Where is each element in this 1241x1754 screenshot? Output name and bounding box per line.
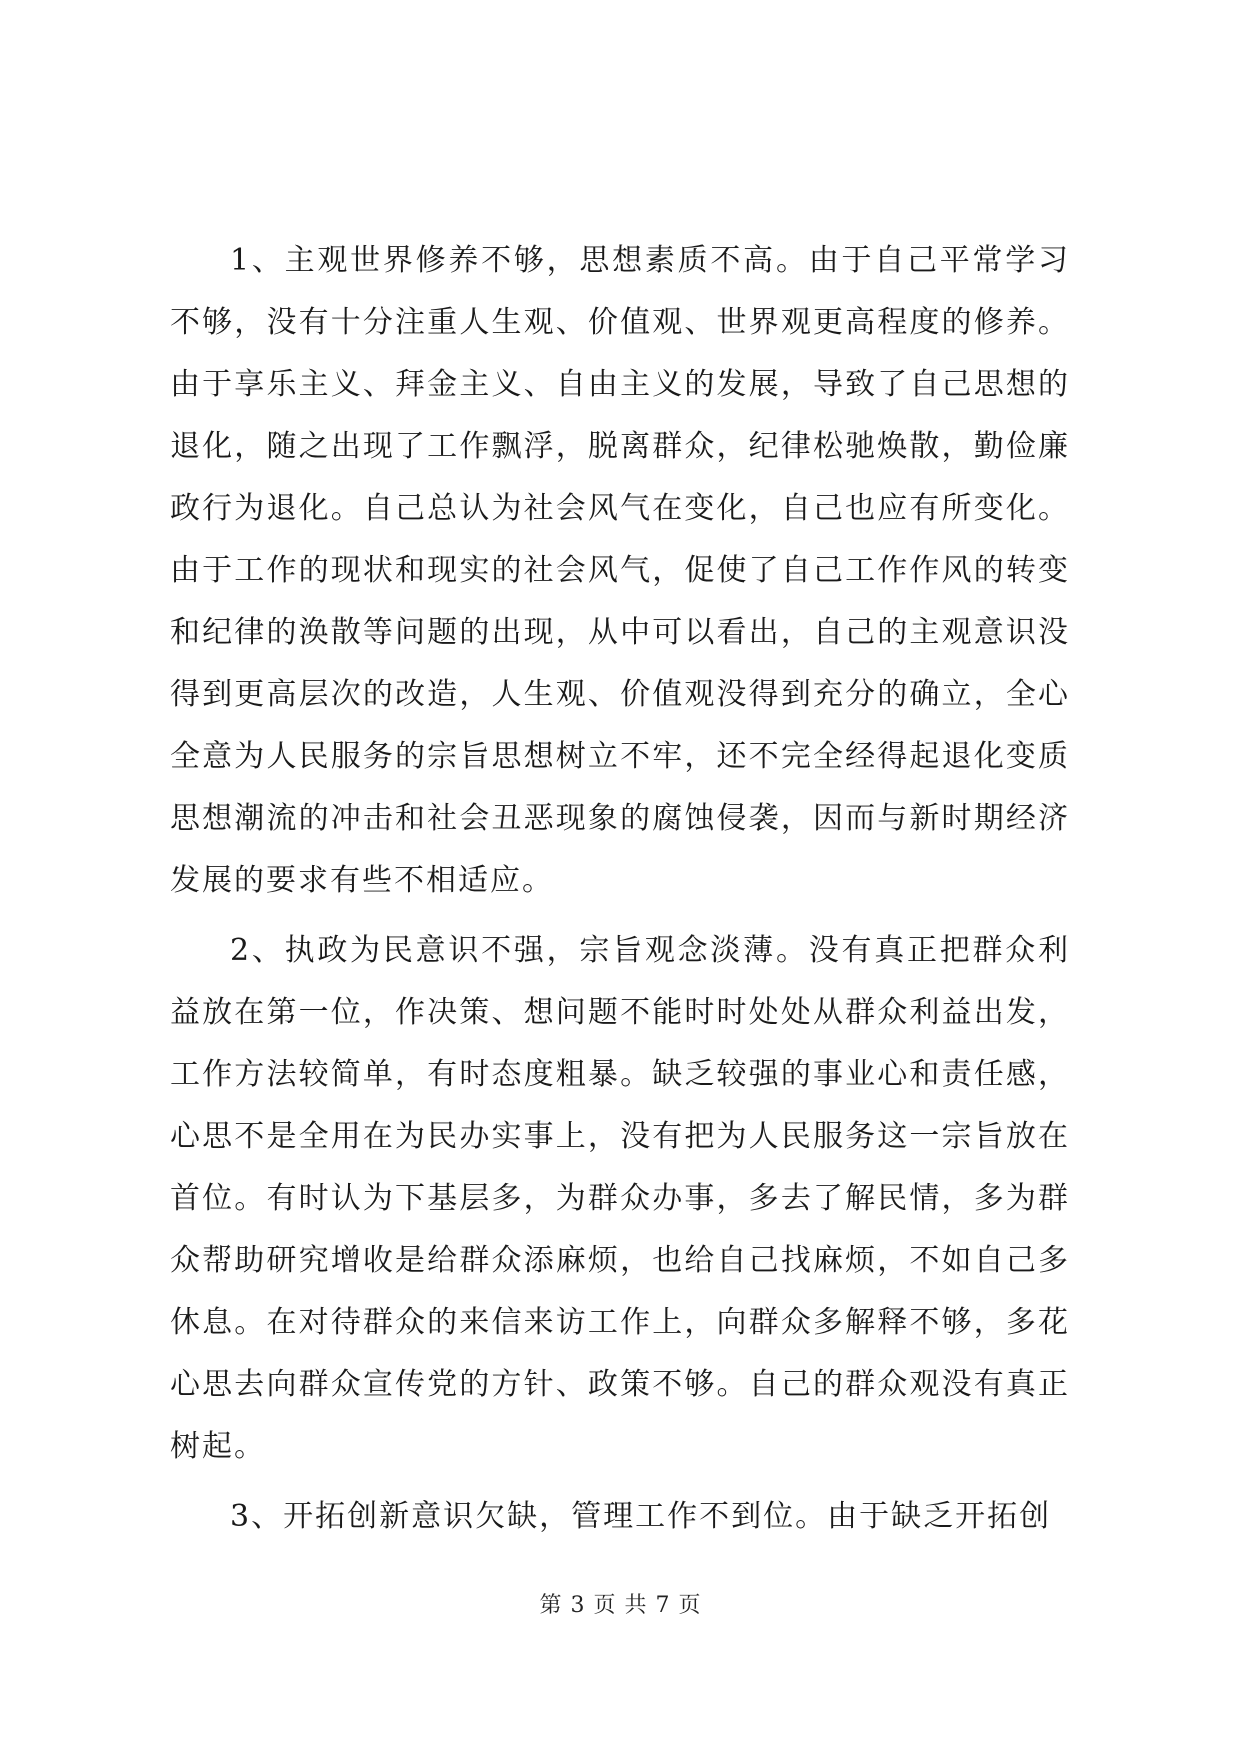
paragraph-2: 2、执政为民意识不强，宗旨观念淡薄。没有真正把群众利益放在第一位，作决策、想问题不能时时处处从群众利益出发，工作方法较简单，有时态度粗暴。缺乏较强的事业心和责任感，心思不是全用在为民办实事上，没有把为人民服务这一宗旨放在首位。有时认为下基层多，为群众办事，多去了解民情，多为群众帮助研究增收是给群众添麻烦，也给自己找麻烦，不如自己多休息。在对待群众的来信来访工作上，向群众多解释不够，多花心思去向群众宣传党的方针、政策不够。自己的群众观没有真正树起。	[170, 933, 1070, 1464]
paragraph-3: 3、开拓创新意识欠缺，管理工作不到位。由于缺乏开拓创	[230, 1499, 1052, 1534]
paragraph-1: 1、主观世界修养不够，思想素质不高。由于自己平常学习不够，没有十分注重人生观、价值观、世界观更高程度的修养。由于享乐主义、拜金主义、自由主义的发展，导致了自己思想的退化，随之出现了工作飘浮，脱离群众，纪律松驰焕散，勤俭廉政行为退化。自己总认为社会风气在变化，自己也应有所变化。由于工作的现状和现实的社会风气，促使了自己工作作风的转变和纪律的涣散等问题的出现，从中可以看出，自己的主观意识没得到更高层次的改造，人生观、价值观没得到充分的确立，全心全意为人民服务的宗旨思想树立不牢，还不完全经得起退化变质思想潮流的冲击和社会丑恶现象的腐蚀侵袭，因而与新时期经济发展的要求有些不相适应。	[170, 243, 1070, 898]
page-number-footer: 第 3 页 共 7 页	[539, 1593, 702, 1618]
document-body	[170, 230, 1070, 1556]
